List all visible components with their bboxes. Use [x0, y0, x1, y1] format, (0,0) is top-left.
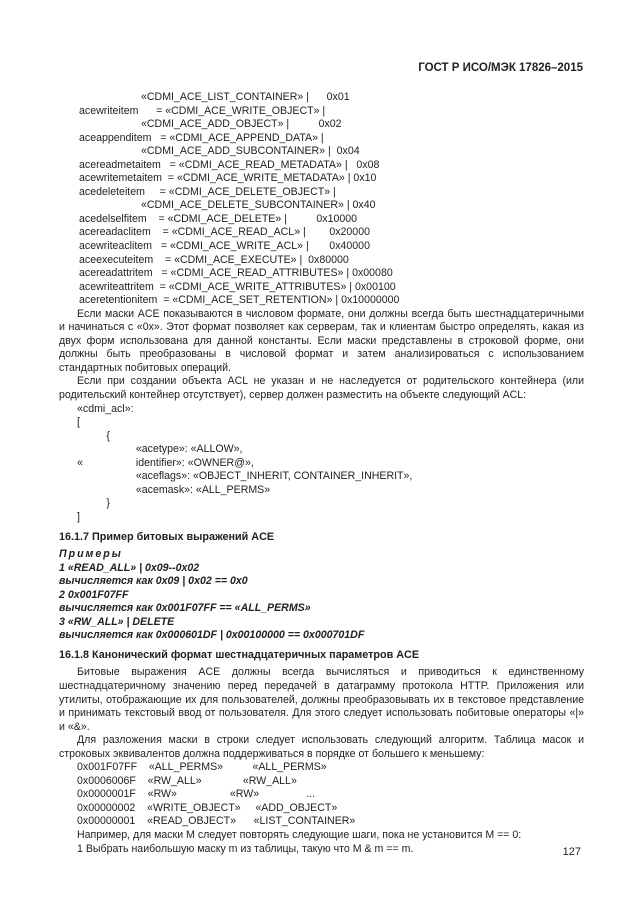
code-line: «CDMI_ACE_LIST_CONTAINER» | 0x01	[141, 91, 350, 103]
example-line: вычисляется как 0x000601DF | 0x00100000 == 0x000701DF	[59, 629, 365, 642]
mask-table-row: 0x0000001F «RW» «RW» ...	[77, 788, 316, 801]
section-heading-16-1-7: 16.1.7 Пример битовых выражений ACE	[59, 530, 275, 543]
acl-line: «acetype»: «ALLOW»,	[77, 443, 243, 456]
mask-table-row: 0x00000002 «WRITE_OBJECT» «ADD_OBJECT»	[77, 801, 338, 814]
code-line: acewritemetaitem = «CDMI_ACE_WRITE_METADATA» | 0x10	[79, 172, 377, 185]
example-line: 1 «READ_ALL» | 0x09--0x02	[59, 561, 200, 574]
examples-title: Примеры	[59, 548, 123, 561]
paragraph-example-steps: Например, для маски M следует повторять следующие шаги, пока не установится M == 0:	[77, 828, 522, 841]
paragraph-decomposition: Для разложения маски в строки следует использовать следующий алгоритм. Таблица масок и строковых эквивалентов должна поддерживаться в порядке от большего к меньшему:	[59, 734, 584, 760]
default-acl-code	[59, 403, 584, 525]
acl-line: [	[77, 416, 80, 429]
code-line: «CDMI_ACE_DELETE_SUBCONTAINER» | 0x40	[141, 199, 376, 212]
paragraph-canonical-format: Битовые выражения ACE должны всегда вычисляться и приводиться к единственному шестнадцатеричному значению перед передачей в датаграмму протокола HTTP. Приложения или утилиты, отображающие их для пользователей, должны преобразовывать их в текстовое представление и принимать текстовый ввод от пользователя. Для этого следует использовать побитовые операторы «|» и «&».	[59, 666, 584, 733]
code-line: acewriteattritem = «CDMI_ACE_WRITE_ATTRIBUTES» | 0x00100	[79, 280, 396, 293]
step-1: 1 Выбрать наибольшую маску m из таблицы, такую что M & m == m.	[77, 842, 414, 855]
code-line: acewriteaclitem = «CDMI_ACE_WRITE_ACL» | 0x40000	[79, 240, 370, 253]
paragraph-default-acl: Если при создании объекта ACL не указан и не наследуется от родительского контейнера (или родительский контейнер отсутствует), сервер должен разместить на объекте следующий ACL:	[59, 375, 584, 402]
mask-table-row: 0x0006006F «RW_ALL» «RW_ALL»	[77, 774, 297, 787]
code-line: acedelselfitem = «CDMI_ACE_DELETE» | 0x10000	[79, 212, 358, 225]
example-line: 3 «RW_ALL» | DELETE	[59, 615, 175, 628]
code-line: acereadmetaitem = «CDMI_ACE_READ_METADATA» | 0x08	[79, 158, 380, 171]
mask-table-row: 0x00000001 «READ_OBJECT» «LIST_CONTAINER»	[77, 815, 356, 828]
page-number: 127	[562, 846, 581, 858]
mask-table-row: 0x001F07FF «ALL_PERMS» «ALL_PERMS»	[77, 761, 327, 774]
acl-line: «cdmi_acl»:	[77, 402, 134, 415]
examples-block	[59, 548, 584, 643]
acl-line: «acemask»: «ALL_PERMS»	[77, 483, 271, 496]
page-content	[59, 91, 584, 856]
acl-line: « identifier»: «OWNER@»,	[77, 456, 254, 469]
example-line: вычисляется как 0x001F07FF == «ALL_PERMS»	[59, 602, 311, 615]
acl-line: ]	[77, 510, 80, 523]
code-line: acereadaclitem = «CDMI_ACE_READ_ACL» | 0x20000	[79, 226, 370, 239]
acl-line: «aceflags»: «OBJECT_INHERIT, CONTAINER_INHERIT»,	[77, 470, 413, 483]
standard-header: ГОСТ Р ИСО/МЭК 17826–2015	[418, 62, 583, 74]
code-line: acereadattritem = «CDMI_ACE_READ_ATTRIBUTES» | 0x00080	[79, 267, 393, 280]
acl-line: {	[77, 429, 110, 442]
code-line: aceappenditem = «CDMI_ACE_APPEND_DATA» |	[79, 131, 324, 144]
example-line: вычисляется как 0x09 | 0x02 == 0x0	[59, 575, 248, 588]
code-line: acewriteitem = «CDMI_ACE_WRITE_OBJECT» |	[79, 104, 326, 117]
code-line: acedeleteitem = «CDMI_ACE_DELETE_OBJECT» |	[79, 185, 336, 198]
example-line: 2 0x001F07FF	[59, 588, 129, 601]
section-heading-16-1-8: 16.1.8 Канонический формат шестнадцатеричных параметров ACE	[59, 648, 420, 661]
code-line: «CDMI_ACE_ADD_SUBCONTAINER» | 0x04	[141, 145, 360, 158]
code-line: aceretentionitem = «CDMI_ACE_SET_RETENTION» | 0x10000000	[79, 294, 400, 307]
acl-line: }	[77, 497, 110, 510]
ace-mask-definitions	[59, 91, 584, 308]
paragraph-hex-format: Если маски ACE показываются в числовом формате, они должны всегда быть шестнадцатеричными и начинаться с «0x». Этот формат позволяет как серверам, так и клиентам быстро определять, какая из двух форм использована для данной константы. Если маски представлены в строковой форме, они должны быть преобразованы в числовой формат и затем анализироваться с использованием стандартных побитовых операций.	[59, 307, 584, 374]
mask-table	[59, 761, 584, 829]
code-line: «CDMI_ACE_ADD_OBJECT» | 0x02	[141, 118, 342, 131]
code-line: aceexecuteitem = «CDMI_ACE_EXECUTE» | 0x80000	[79, 253, 349, 266]
